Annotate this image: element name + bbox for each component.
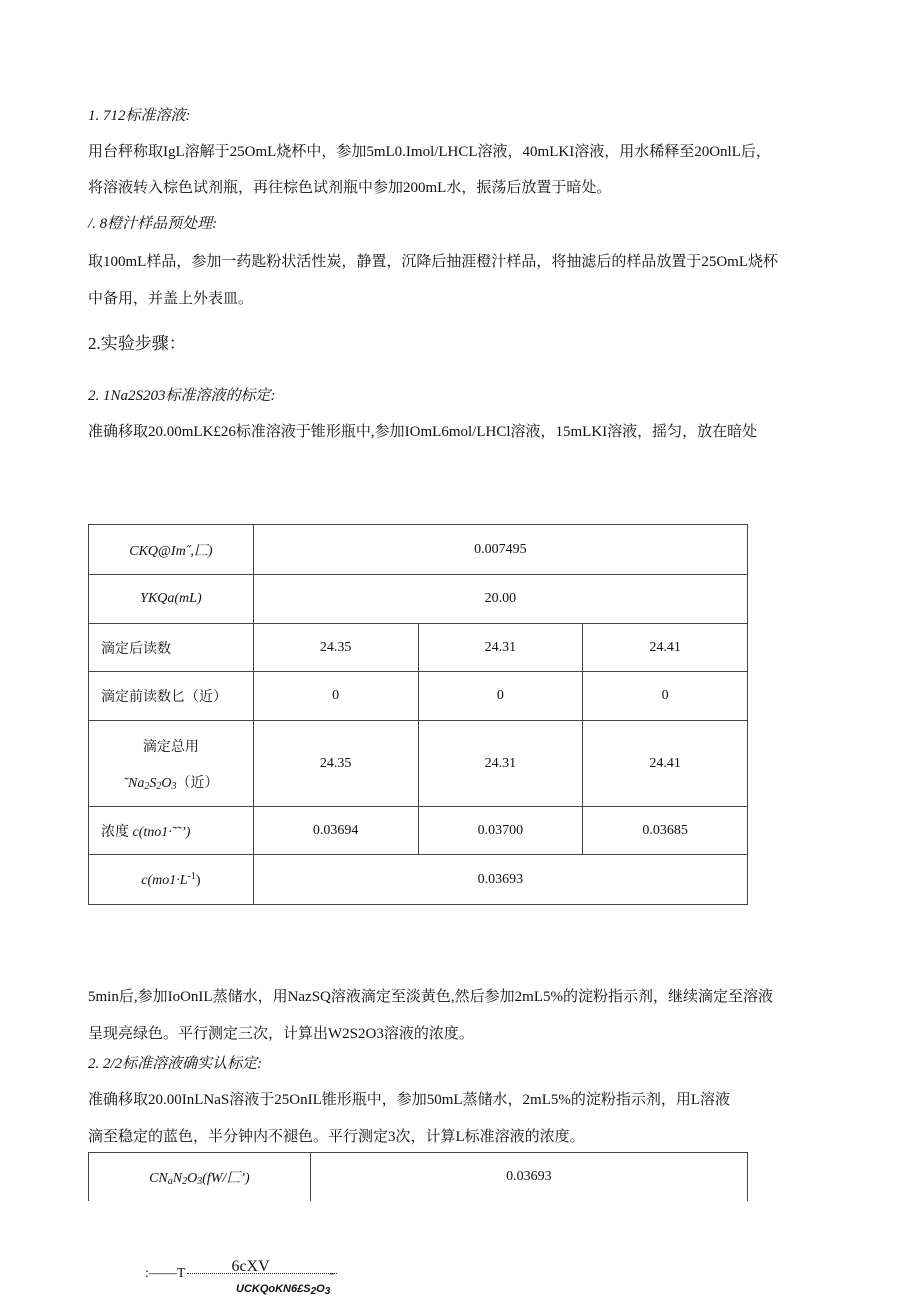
table-cell: 0.007495 — [253, 525, 747, 575]
row-label — [89, 855, 254, 905]
row-label: YKQa(mL) — [89, 575, 254, 624]
section-2-2-paragraph-line2: 滴至稳定的蓝色，半分钟内不褪色。平行测定3次，计算L标准溶液的浓度。 — [88, 1129, 585, 1145]
table-row — [89, 624, 748, 672]
section-2-2-title: 2. 2/2标准溶液确实认标定: — [88, 1056, 263, 1072]
table-cell: 0.03693 — [253, 855, 747, 905]
table-cell: 24.41 — [583, 721, 748, 807]
formula-part: O — [187, 1170, 198, 1186]
row-label-line1: 滴定总用 — [142, 739, 199, 755]
row-label-unit: c(tno1·˜˜’) — [132, 824, 191, 840]
table-row — [89, 575, 748, 624]
table-cell: 0.03694 — [253, 807, 418, 855]
footer-formula-line — [145, 1258, 335, 1282]
formula-part: CN — [149, 1170, 168, 1186]
table-row — [89, 672, 748, 721]
formula-part: c(mo1·L — [141, 872, 188, 888]
row-label-line2 — [89, 772, 253, 792]
table-cell: 24.31 — [418, 721, 583, 807]
section-2-heading: 2.实验步骤： — [88, 334, 186, 353]
formula-part: S — [149, 775, 157, 791]
formula-part: ) — [195, 872, 201, 888]
formula-subscript: 3 — [324, 1286, 331, 1297]
table-cell: 0.03700 — [418, 807, 583, 855]
row-label — [89, 1153, 311, 1201]
table-cell: 24.35 — [253, 624, 418, 672]
table-cell: 0 — [418, 672, 583, 721]
section-1-8-paragraph-line2: 中备用，并盖上外表皿。 — [88, 291, 254, 307]
section-1-8-title: /. 8橙汁样品预处理: — [88, 216, 218, 232]
formula-part: O — [161, 775, 172, 791]
row-label-text: 浓度 — [101, 824, 129, 840]
iodine-calibration-table — [88, 1152, 748, 1201]
formula-part: O — [316, 1283, 325, 1295]
row-label: 滴定前读数匕（近） — [89, 672, 254, 721]
section-1-8-paragraph-line1: 取100mL样品，参加一药匙粉状活性炭，静置，沉降后抽涯橙汁样品，将抽滤后的样品放置于25OmL烧杯 — [88, 254, 778, 270]
formula-superscript: -1 — [187, 870, 196, 882]
footer-right: - — [329, 1266, 335, 1281]
table-cell: 24.35 — [253, 721, 418, 807]
table-row — [89, 807, 748, 855]
section-1-7-paragraph-line1: 用台秤称取IgL溶解于25OmL烧杯中，参加5mL0.Imol/LHCL溶液，40mLKI溶液，用水稀释至20OnlL后， — [88, 144, 771, 160]
table-cell: 0 — [583, 672, 748, 721]
table-cell: 0.03685 — [583, 807, 748, 855]
table-row — [89, 525, 748, 575]
formula-subscript: 2 — [156, 780, 162, 792]
formula-part: N — [172, 1170, 183, 1186]
formula-part: UCKQoKN6£S — [236, 1283, 311, 1295]
footer-center: 6cXV — [231, 1258, 270, 1275]
row-label: CKQ@Im˝,匚) — [89, 525, 254, 575]
row-label — [89, 807, 254, 855]
formula-part: （近） — [176, 775, 219, 791]
footer-left: :——T — [145, 1266, 186, 1281]
calibration-table — [88, 524, 748, 905]
section-2-1-title: 2. 1Na2S203标准溶液的标定: — [88, 388, 276, 404]
section-2-1-paragraph-line2: 5min后,参加IoOnIL蒸储水，用NazSQ溶液滴定至淡黄色,然后参加2mL5%的淀粉指示剂，继续滴定至溶液 — [88, 989, 773, 1005]
section-2-1-paragraph-line1: 准确移取20.00mLK£26标准溶液于锥形瓶中,参加IOmL6mol/LHCl溶液，15mLKI溶液，摇匀，放在暗处 — [88, 424, 758, 440]
table-cell: 0.03693 — [310, 1153, 747, 1201]
formula-subscript: 3 — [197, 1175, 203, 1187]
section-2-2-paragraph-line1: 准确移取20.00InLNaS溶液于25OnIL锥形瓶中，参加50mL蒸储水，2mL5%的淀粉指示剂，用L溶液 — [88, 1092, 731, 1108]
table-cell: 24.31 — [418, 624, 583, 672]
table-cell: 0 — [253, 672, 418, 721]
table-row — [89, 1153, 748, 1201]
section-2-1-paragraph-line3: 呈现亮绿色。平行测定三次，计算出W2S2O3溶液的浓度。 — [88, 1026, 474, 1042]
footer-formula-label — [236, 1283, 330, 1297]
table-cell: 20.00 — [253, 575, 747, 624]
formula-subscript: 2 — [144, 780, 150, 792]
formula-part: (fW/匚’) — [202, 1170, 250, 1186]
table-row — [89, 721, 748, 807]
formula-subscript: 2 — [310, 1286, 317, 1297]
formula-subscript: 3 — [171, 780, 177, 792]
formula-part: ˜Na — [123, 775, 145, 791]
row-label — [89, 721, 254, 807]
table-cell: 24.41 — [583, 624, 748, 672]
table-row — [89, 855, 748, 905]
row-label: 滴定后读数 — [89, 624, 254, 672]
formula-subscript: a — [167, 1175, 173, 1187]
formula-subscript: 2 — [182, 1175, 188, 1187]
section-1-7-title: 1. 712标准溶液: — [88, 108, 191, 124]
section-1-7-paragraph-line2: 将溶液转入棕色试剂瓶，再往棕色试剂瓶中参加200mL水，振荡后放置于暗处。 — [88, 180, 612, 196]
